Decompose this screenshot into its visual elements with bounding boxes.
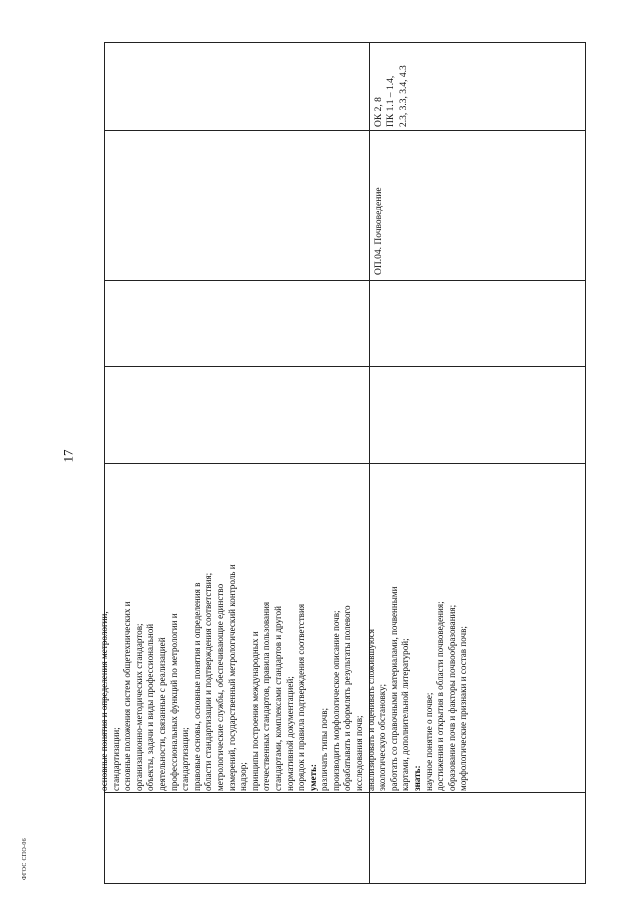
page-number: 17	[60, 449, 76, 463]
competency-line: ПК 1.1 – 1.4,	[386, 75, 397, 127]
requirements-text	[99, 564, 470, 791]
text-line: отечественных стандартов, правила пользования	[261, 601, 272, 791]
text-line: работать со справочными материалами, почвенными	[388, 586, 399, 791]
text-line: анализировать и оценивать сложившуюся	[365, 629, 376, 791]
competency-line: 2.3, 3.3, 3.4, 4.3	[398, 65, 409, 127]
text-line: обрабатывать и оформлять результаты полевого	[342, 605, 353, 791]
text-line: метрологические службы, обеспечивающие единство	[214, 583, 225, 791]
text-line: стандартизации;	[110, 727, 121, 791]
text-line: картами, дополнительной литературой;	[400, 638, 411, 791]
text-line: порядок и правила подтверждения соответствия	[296, 603, 307, 791]
text-line: правовые основы, основные понятия и определения в	[191, 582, 202, 791]
text-line: знать:	[412, 765, 423, 791]
text-line: достижения и открытия в области почвоведения;	[435, 601, 446, 791]
text-line: стандартами, комплексами стандартов и другой	[272, 606, 283, 791]
discipline-cell	[373, 187, 385, 275]
text-line: образование почв и факторы почвообразования;	[446, 604, 457, 791]
text-line: стандартизации;	[180, 727, 191, 791]
discipline-name: ОП.04. Почвоведение	[374, 187, 384, 275]
table-divider	[105, 366, 585, 367]
text-line: исследования почв;	[354, 715, 365, 791]
text-line: основные положения систем общетехнических и	[122, 601, 133, 791]
text-line: различать типы почв;	[319, 707, 330, 791]
text-line: профессиональных функций по метрологии и	[168, 613, 179, 791]
text-line: объекты, задачи и виды профессиональной	[145, 623, 156, 791]
text-line: производить морфологическое описание почв;	[330, 610, 341, 791]
text-line: уметь:	[307, 764, 318, 791]
text-line: экологическую обстановку;	[377, 683, 388, 791]
competencies-cell	[373, 65, 410, 127]
text-line: научное понятие о почве;	[423, 692, 434, 791]
text-line: морфологические признаки и состав почв;	[458, 626, 469, 791]
text-line: области стандартизации и подтверждения соответствия;	[203, 572, 214, 791]
text-line: измерений, государственный метрологический контроль и	[226, 564, 237, 791]
table-divider	[105, 130, 585, 131]
text-line: основные понятия и определения метрологии,	[99, 611, 109, 791]
text-line: нормативной документацией;	[284, 676, 295, 791]
competency-line: ОК 2, 8	[374, 97, 384, 127]
text-line: деятельности, связанные с реализацией	[156, 637, 167, 791]
table-divider	[105, 280, 585, 281]
text-line: принципы построения международных и	[249, 631, 260, 791]
curriculum-table	[99, 42, 586, 884]
text-line: надзор;	[238, 762, 249, 791]
table-divider	[105, 792, 585, 793]
text-line: организационно-методических стандартов;	[133, 623, 144, 791]
table-divider	[105, 463, 585, 464]
footer-code: ФГОС СПО-06	[22, 838, 28, 880]
